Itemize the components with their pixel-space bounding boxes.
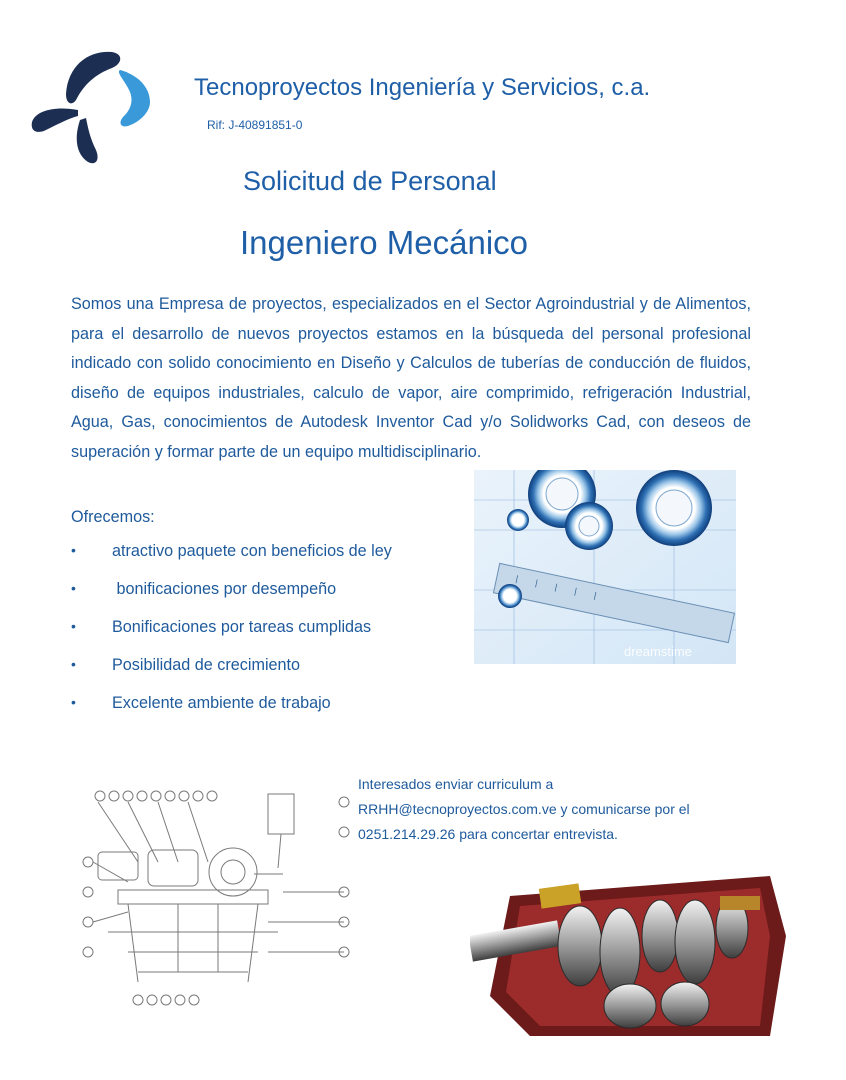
page-title: Ingeniero Mecánico (240, 224, 529, 261)
bearings-image (474, 470, 736, 664)
contact-phone-line: 0251.214.29.26 para concertar entrevista. (358, 826, 618, 842)
contact-email-line: RRHH@tecnoproyectos.com.ve y comunicarse por el (358, 801, 690, 817)
benefit-label: Excelente ambiente de trabajo (112, 694, 331, 712)
company-name: Tecnoproyectos Ingeniería y Servicios, c.a. (194, 74, 651, 101)
benefits-list (71, 542, 392, 732)
watermark-text: dreamstime (624, 644, 692, 659)
list-item (71, 656, 392, 694)
bullet-icon: • (71, 656, 76, 672)
company-rif: Rif: J-40891851-0 (207, 118, 303, 132)
list-item (71, 542, 392, 580)
offer-heading: Ofrecemos: (71, 508, 155, 526)
list-item (71, 618, 392, 656)
bullet-icon: • (71, 580, 76, 596)
page-subtitle: Solicitud de Personal (243, 166, 497, 196)
benefit-label: Posibilidad de crecimiento (112, 656, 301, 674)
intro-paragraph: Somos una Empresa de proyectos, especializados en el Sector Agroindustrial y de Alimentos, para el desarrollo de nuevos proyectos estamos en la búsqueda del personal profesional indicado con solido conocimiento en Diseño y Calculos de tuberías de conducción de fluidos, diseño de equipos industriales, calculo de vapor, aire comprimido, refrigeración Industrial, Agua, Gas, conocimientos de Autodesk Inventor Cad y/o Solidworks Cad, con deseos de superación y formar parte de un equipo multidisciplinario. (71, 295, 751, 461)
contact-block (358, 772, 758, 847)
bullet-icon: • (71, 618, 76, 634)
propeller-logo-icon (28, 50, 156, 168)
bullet-icon: • (71, 542, 76, 558)
benefit-label: Bonificaciones por tareas cumplidas (112, 618, 372, 636)
engine-drawing-image (78, 782, 354, 1014)
list-item (71, 694, 392, 732)
gearbox-image (470, 876, 786, 1036)
bullet-icon: • (71, 694, 76, 710)
list-item (71, 580, 392, 618)
benefit-label: atractivo paquete con beneficios de ley (112, 542, 392, 560)
benefit-label: bonificaciones por desempeño (112, 580, 337, 598)
contact-line: Interesados enviar curriculum a (358, 776, 554, 792)
